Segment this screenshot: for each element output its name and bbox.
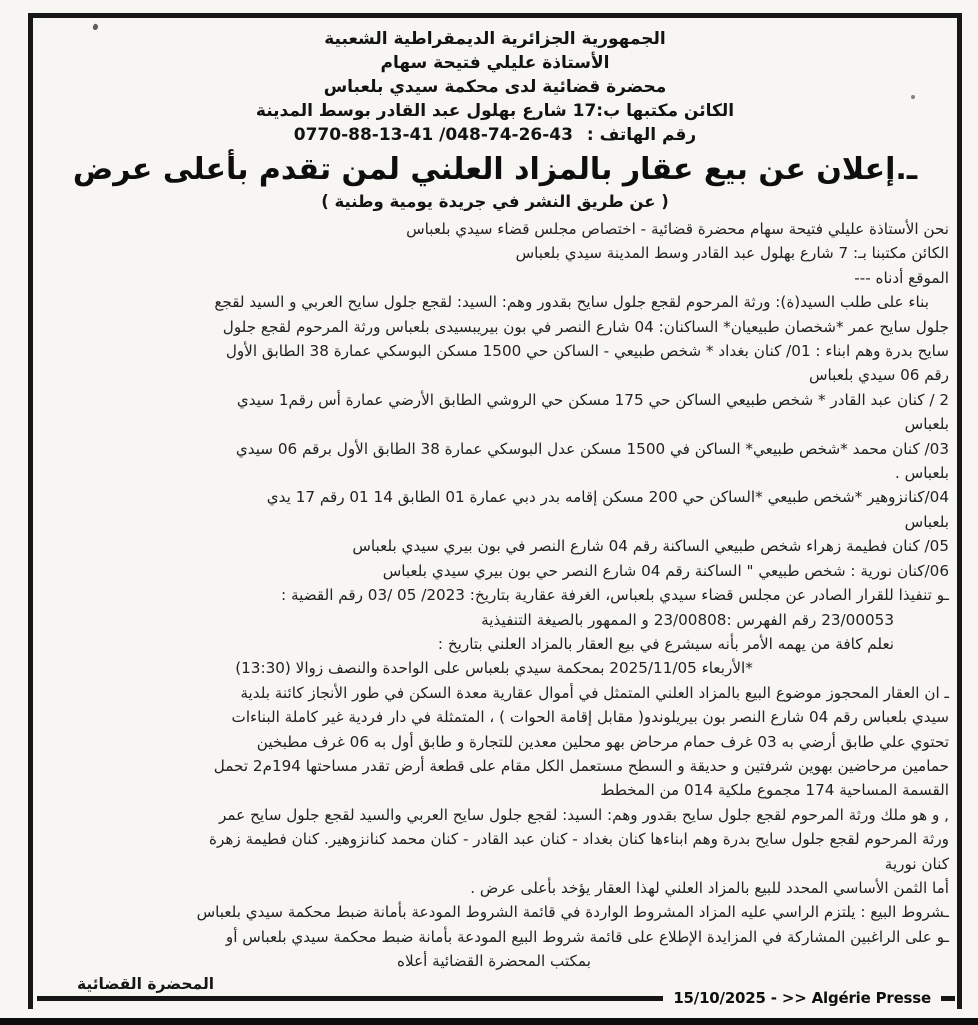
phone-numbers: 0770-88-13-41 /048-74-26-43 bbox=[293, 125, 573, 145]
document-line: 04/كنانزوهير *شخص طبيعي *الساكن حي 200 مسكن إقامه بدر دبي عمارة 01 الطابق ‪01 14‬ رقم 17 يدي bbox=[266, 488, 949, 507]
document-line: ـ ان العقار المحجوز موضوع البيع بالمزاد العلني المتمثل في أموال عقارية معدة السكن في طور الأنجاز كائنة بلدية bbox=[240, 683, 949, 702]
document-line: , و هو ملك ورثة المرحوم لقجع جلول سايح بقدور وهم: السيد: لقجع جلول سايح العربي والسيد لقجع جلول سايح عمر bbox=[219, 805, 949, 824]
announcement-title: ـ.إعلان عن بيع عقار بالمزاد العلني لمن تقدم بأعلى عرض bbox=[72, 152, 918, 187]
document-line: ورثة المرحوم لقجع جلول سايح بدرة وهم ابناءها كنان بغداد - كنان عبد القادر - كنان محمد كنانزوهير. كنان فطيمة زهرة bbox=[209, 830, 949, 849]
announcement-subtitle: ( عن طريق النشر في جريدة يومية وطنية ) bbox=[321, 192, 669, 211]
footer-rule-left bbox=[37, 996, 663, 1001]
document-line: بلعباس bbox=[904, 512, 949, 531]
document-line: ـو تنفيذا للقرار الصادر عن مجلس قضاء سيدي بلعباس، الغرفة عقارية بتاريخ: ‪03/ 05 /2023‬ رقم القضية : bbox=[281, 586, 949, 605]
document-line: ـشروط البيع : يلتزم الراسي عليه المزاد المشروط الواردة في قائمة الشروط المودعة بأمانة ضبط محكمة سيدي بلعباس bbox=[196, 903, 949, 922]
signature-label: المحضرة القضائية bbox=[77, 975, 215, 993]
body-lines bbox=[33, 217, 957, 974]
document-line: بلعباس . bbox=[895, 464, 949, 483]
document-line: الكائن مكتبنا بـ: 7 شارع بهلول عبد القادر وسط المدينة سيدي بلعباس bbox=[515, 244, 949, 263]
document-line: 05/ كنان فطيمة زهراء شخص طبيعي الساكنة رقم 04 شارع النصر في بون بيري سيدي بلعباس bbox=[352, 537, 949, 556]
document-line: رقم 06 سيدي بلعباس bbox=[808, 366, 949, 385]
document-line: الموقع أدناه --- bbox=[854, 268, 949, 287]
document-line: 2 / كنان عبد القادر * شخص طبيعي الساكن حي 175 مسكن حي الروشي الطابق الأرضي عمارة أس رقم1 سيدي bbox=[236, 390, 949, 409]
header-phone-line bbox=[33, 123, 957, 147]
document-line: بمكتب المحضرة القضائية أعلاه bbox=[397, 952, 591, 971]
document-line: *الأربعاء 2025/11/05 بمحكمة سيدي بلعباس على الواحدة والنصف زوالا (13:30) bbox=[235, 659, 753, 678]
document-line: نعلم كافة من يهمه الأمر بأنه سيشرع في بيع العقار بالمزاد العلني بتاريخ : bbox=[437, 634, 894, 653]
footer-rule-right bbox=[941, 996, 955, 1001]
document-line: حمامين مرحاضين بهوين شرفتين و حديقة و السطح مستعمل الكل مقام على قطعة أرض تقدر مساحتها 194م2 تحمل bbox=[213, 756, 949, 775]
document-line: تحتوي علي طابق أرضي به 03 غرف حمام مرحاض بهو محلين معدين للتجارة و طابق أول به 06 غرف مطبخين bbox=[256, 732, 949, 751]
footer-rule-row bbox=[37, 989, 955, 1007]
document-line: 23/00053 رقم الفهرس :23/00808 و الممهور بالصيغة التنفيذية bbox=[481, 610, 894, 629]
document-line: 06/كنان نورية : شخص طبيعي " الساكنة رقم 04 شارع النصر حي بون بيري سيدي بلعباس bbox=[382, 561, 949, 580]
header-officer-role: محضرة قضائية لدى محكمة سيدي بلعباس bbox=[323, 77, 667, 97]
document-line: القسمة المساحية 174 مجموع ملكية 014 من المخطط bbox=[600, 781, 949, 800]
press-credit: 15/10/2025 - >> Algérie Presse bbox=[673, 989, 931, 1007]
header-office-address: الكائن مكتبها ب:17 شارع بهلول عبد القادر بوسط المدينة bbox=[255, 101, 735, 121]
document-line: ـو على الراغبين المشاركة في المزايدة الإطلاع على قائمة شروط البيع المودعة بأمانة ضبط محكمة سيدي بلعباس أو bbox=[225, 927, 949, 946]
document-line: بناء على طلب السيد(ة): ورثة المرحوم لقجع جلول سايح بقدور وهم: السيد: لقجع جلول سايح العربي و السيد لقجع bbox=[214, 293, 929, 312]
document-line: سايح بدرة وهم ابناء : 01/ كنان بغداد * شخص طبيعي - الساكن حي 1500 مسكن البوسكي عمارة 38 الطابق الأول bbox=[225, 342, 949, 361]
document-header bbox=[33, 18, 957, 147]
header-republic-line: الجمهورية الجزائرية الديمقراطية الشعبية bbox=[324, 29, 666, 49]
document-line: سيدي بلعباس رقم 04 شارع النصر بون بيريلوندو( مقابل إقامة الحوات ) ، المتمثلة في دار فردية غير كاملة البناءات bbox=[231, 708, 949, 727]
document-line: جلول سايح عمر *شخصان طبيعيان* الساكنان: 04 شارع النصر في بون بيريبسيدى بلعباس ورثة المرحوم لقجع جلول bbox=[222, 317, 949, 336]
document-frame bbox=[28, 13, 962, 1009]
document-line: كنان نورية bbox=[884, 854, 949, 873]
document-line: بلعباس bbox=[904, 415, 949, 434]
bottom-scan-bar bbox=[0, 1018, 978, 1025]
document-line: أما الثمن الأساسي المحدد للبيع بالمزاد العلني لهذا العقار يؤخد بأعلى عرض . bbox=[470, 878, 949, 897]
document-line: 03/ كنان محمد *شخص طبيعي* الساكن في 1500 مسكن عدل البوسكي عمارة 38 الطابق الأول برقم 06 سيدي bbox=[235, 439, 949, 458]
phone-label: رقم الهاتف : bbox=[586, 125, 697, 145]
header-officer-name: الأستاذة عليلي فتيحة سهام bbox=[380, 53, 610, 73]
document-line: نحن الأستاذة عليلي فتيحة سهام محضرة قضائية - اختصاص مجلس قضاء سيدي بلعباس bbox=[406, 220, 949, 238]
